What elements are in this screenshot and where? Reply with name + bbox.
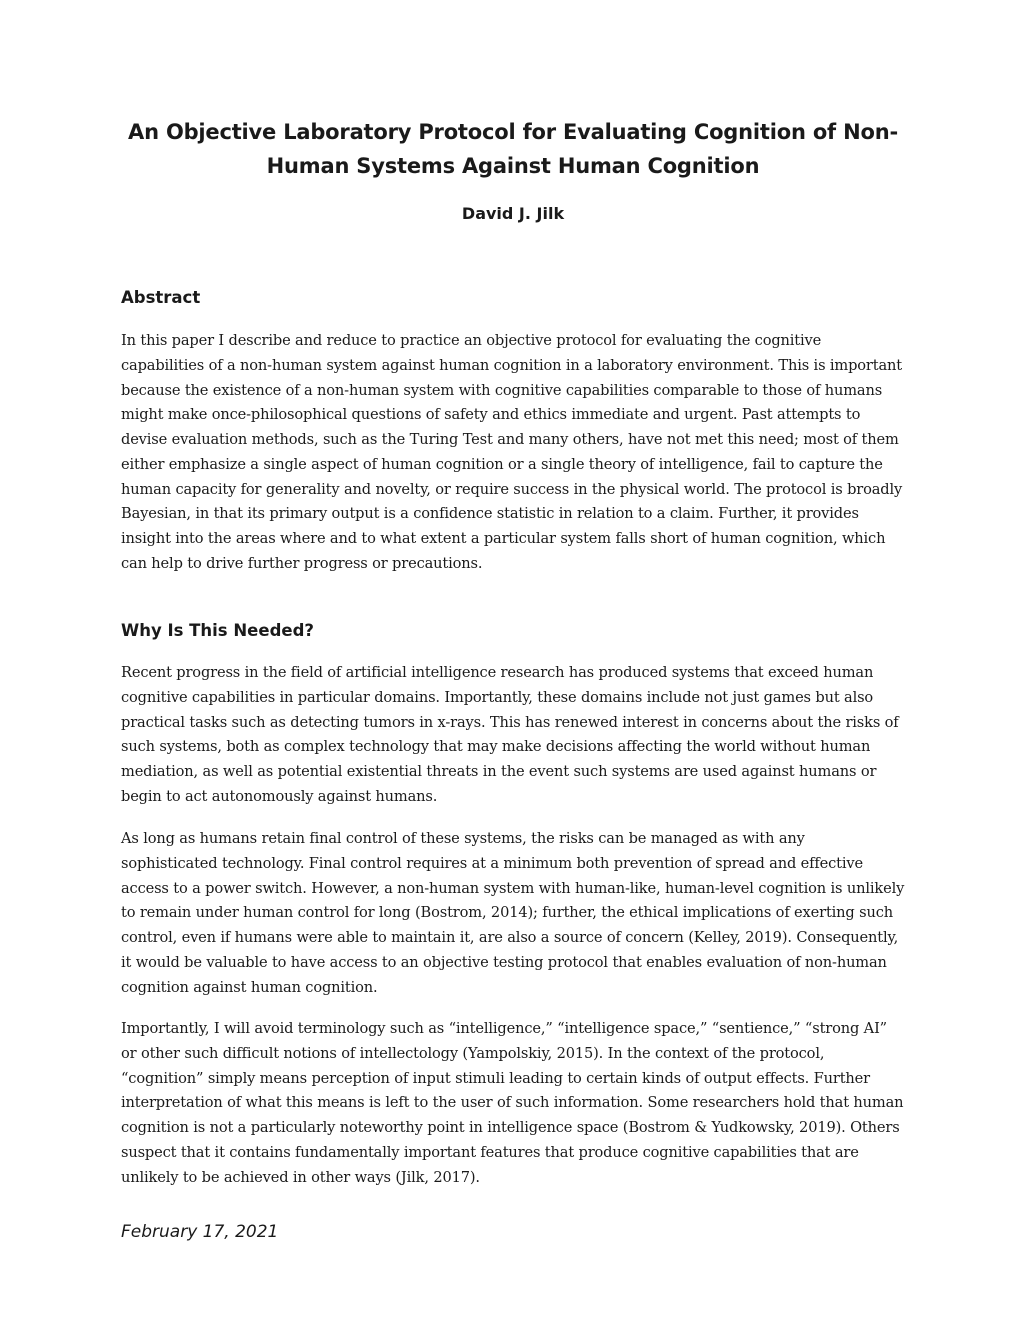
- footer-date: February 17, 2021: [121, 1222, 279, 1242]
- abstract-heading: Abstract: [121, 288, 201, 307]
- body-paragraph-1: Recent progress in the field of artificial intelligence research has produced systems that exceed human cognitive capabilities in particular domains. Importantly, these domains include not just games but also practical tasks such as detecting tumors in x-rays. This has renewed interest in concerns about the risks of such systems, both as complex technology that may make decisions affecting the world without human mediation, as well as potential existential threats in the event such systems are used against humans or begin to act autonomously against humans.: [121, 664, 899, 805]
- abstract-paragraph: In this paper I describe and reduce to practice an objective protocol for evaluating the cognitive capabilities of a non-human system against human cognition in a laboratory environment. This is important because the existence of a non-human system with cognitive capabilities comparable to those of humans might make once-philosophical questions of safety and ethics immediate and urgent. Past attempts to devise evaluation methods, such as the Turing Test and many others, have not met this need; most of them either emphasize a single aspect of human cognition or a single theory of intelligence, fail to capture the human capacity for generality and novelty, or require success in the physical world. The protocol is broadly Bayesian, in that its primary output is a confidence statistic in relation to a claim. Further, it provides insight into the areas where and to what extent a particular system falls short of human cognition, which can help to drive further progress or precautions.: [121, 332, 903, 572]
- section-heading-why-needed: Why Is This Needed?: [121, 621, 314, 640]
- paper-title: An Objective Laboratory Protocol for Evaluating Cognition of Non-Human Systems Against Human Cognition: [128, 120, 898, 178]
- author-name: David J. Jilk: [461, 204, 565, 223]
- body-paragraph-2: As long as humans retain final control of these systems, the risks can be managed as with any sophisticated technology. Final control requires at a minimum both prevention of spread and effective access to a power switch. However, a non-human system with human-like, human-level cognition is unlikely to remain under human control for long (Bostrom, 2014); further, the ethical implications of exerting such control, even if humans were able to maintain it, are also a source of concern (Kelley, 2019). Consequently, it would be valuable to have access to an objective testing protocol that enables evaluation of non-human cognition against human cognition.: [121, 830, 905, 996]
- body-paragraph-3: Importantly, I will avoid terminology such as “intelligence,” “intelligence space,” “sentience,” “strong AI” or other such difficult notions of intellectology (Yampolskiy, 2015). In the context of the protocol, “cognition” simply means perception of input stimuli leading to certain kinds of output effects. Further interpretation of what this means is left to the user of such information. Some researchers hold that human cognition is not a particularly noteworthy point in intelligence space (Bostrom & Yudkowsky, 2019). Others suspect that it contains fundamentally important features that produce cognitive capabilities that are unlikely to be achieved in other ways (Jilk, 2017).: [121, 1020, 904, 1186]
- paper-page: [121, 0, 905, 1325]
